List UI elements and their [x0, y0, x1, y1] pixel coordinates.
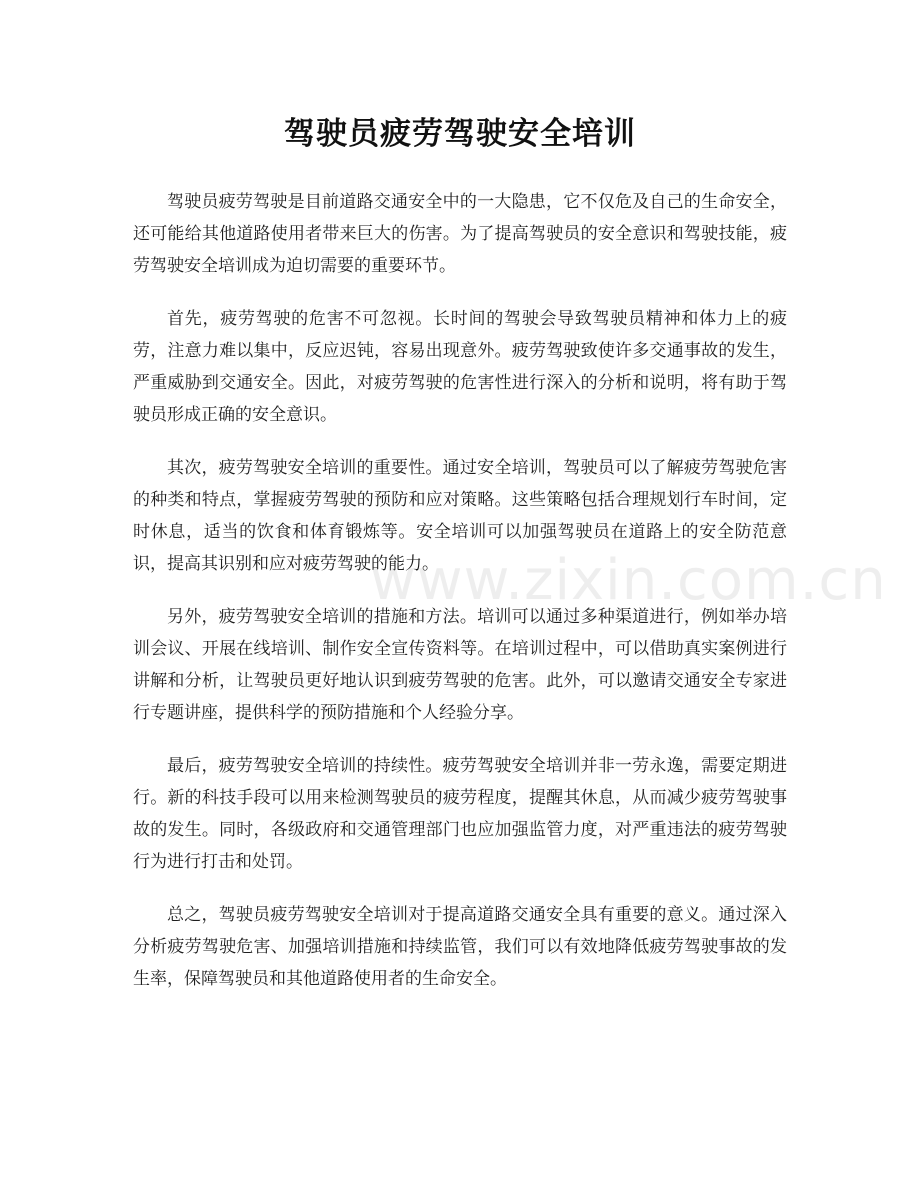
paragraph-hazards: 首先，疲劳驾驶的危害不可忽视。长时间的驾驶会导致驾驶员精神和体力上的疲劳，注意力难以集中，反应迟钝，容易出现意外。疲劳驾驶致使许多交通事故的发生，严重威胁到交通安全。因此，对疲劳驾驶的危害性进行深入的分析和说明，将有助于驾驶员形成正确的安全意识。: [133, 309, 787, 425]
paragraph-intro: 驾驶员疲劳驾驶是目前道路交通安全中的一大隐患，它不仅危及自己的生命安全，还可能给其他道路使用者带来巨大的伤害。为了提高驾驶员的安全意识和驾驶技能，疲劳驾驶安全培训成为迫切需要的重要环节。: [133, 192, 787, 276]
watermark: www.zixin.com.cn: [370, 548, 887, 613]
document-body: [133, 186, 787, 1016]
paragraph-methods: 另外，疲劳驾驶安全培训的措施和方法。培训可以通过多种渠道进行，例如举办培训会议、开展在线培训、制作安全宣传资料等。在培训过程中，可以借助真实案例进行讲解和分析，让驾驶员更好地认识到疲劳驾驶的危害。此外，可以邀请交通安全专家进行专题讲座，提供科学的预防措施和个人经验分享。: [133, 607, 787, 723]
paragraph-conclusion: 总之，驾驶员疲劳驾驶安全培训对于提高道路交通安全具有重要的意义。通过深入分析疲劳驾驶危害、加强培训措施和持续监管，我们可以有效地降低疲劳驾驶事故的发生率，保障驾驶员和其他道路使用者的生命安全。: [133, 905, 787, 989]
paragraph-continuity: 最后，疲劳驾驶安全培训的持续性。疲劳驾驶安全培训并非一劳永逸，需要定期进行。新的科技手段可以用来检测驾驶员的疲劳程度，提醒其休息，从而减少疲劳驾驶事故的发生。同时，各级政府和交通管理部门也应加强监管力度，对严重违法的疲劳驾驶行为进行打击和处罚。: [133, 756, 787, 872]
document-title: 驾驶员疲劳驾驶安全培训: [284, 116, 636, 152]
paragraph-importance: 其次，疲劳驾驶安全培训的重要性。通过安全培训，驾驶员可以了解疲劳驾驶危害的种类和特点，掌握疲劳驾驶的预防和应对策略。这些策略包括合理规划行车时间，定时休息，适当的饮食和体育锻炼等。安全培训可以加强驾驶员在道路上的安全防范意识，提高其识别和应对疲劳驾驶的能力。: [133, 458, 787, 574]
